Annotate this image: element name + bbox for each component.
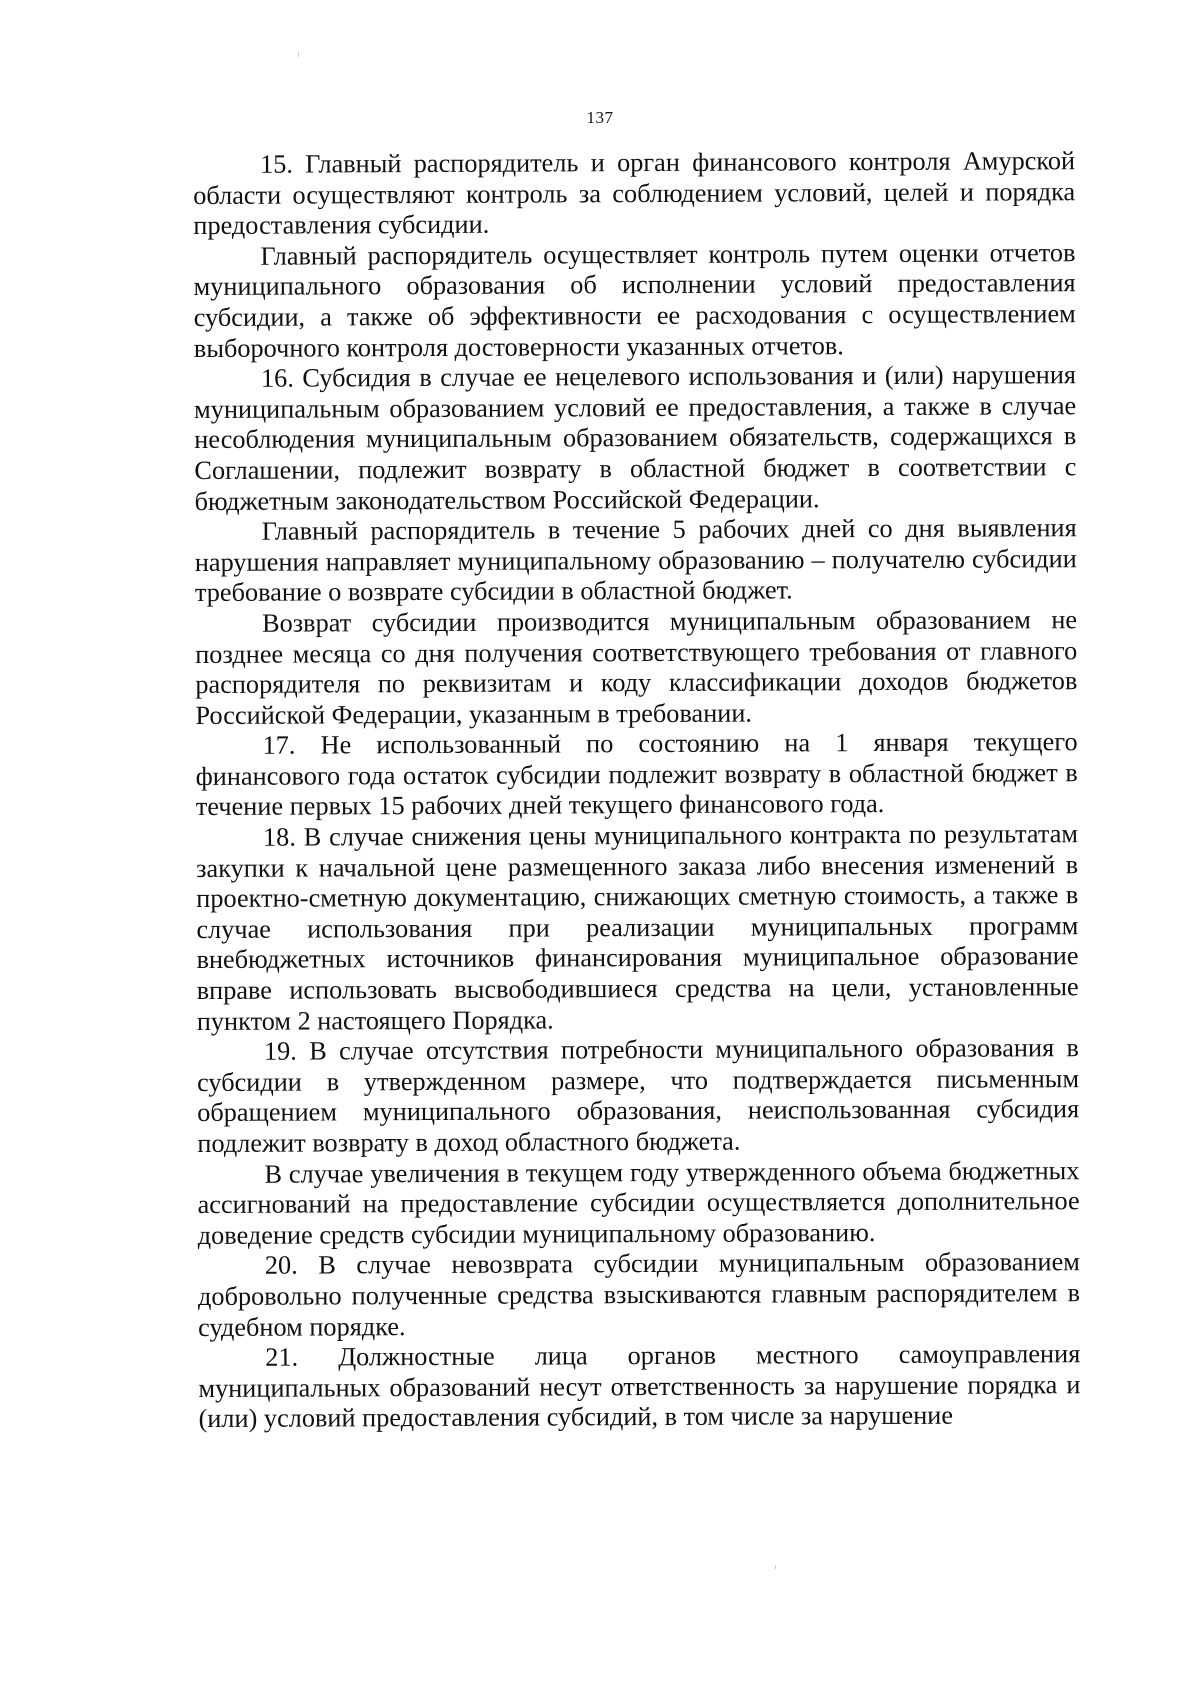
paragraph-21: 21. Должностные лица органов местного самоуправления муниципальных образований несут ответственность за нарушение порядка и (или) условий предоставления субсидий, в том числе за нарушение: [198, 1339, 1081, 1434]
paragraph-refund-demand: Главный распорядитель в течение 5 рабочих дней со дня выявления нарушения направляет муниципальному образованию – получателю субсидии требование о возврате субсидии в областной бюджет.: [194, 513, 1077, 608]
page-number: 137: [586, 108, 614, 127]
paragraph-18: 18. В случае снижения цены муниципального контракта по результатам закупки к начальной цене размещенного заказа либо внесения изменений в проектно-сметную документацию, снижающих сметную стоимость, а также в случае использования при реализации муниципальных программ внебюджетных источников финансирования муниципальное образование вправе использовать высвободившиеся средства на цели, установленные пунктом 2 настоящего Порядка.: [196, 819, 1079, 1036]
paragraph-control-method: Главный распорядитель осуществляет контроль путем оценки отчетов муниципального образования об исполнении условий предоставления субсидии, а также об эффективности ее расходования с осуществлением выборочного контроля достоверности указанных отчетов.: [193, 237, 1076, 363]
scan-speck: [775, 1565, 776, 1569]
scan-speck: [298, 52, 299, 57]
paragraph-refund-procedure: Возврат субсидии производится муниципальным образованием не позднее месяца со дня получения соответствующего требования от главного распорядителя по реквизитам и коду классификации доходов бюджетов Российской Федерации, указанным в требовании.: [195, 605, 1078, 730]
paragraph-15: 15. Главный распорядитель и орган финансового контроля Амурской области осуществляют контроль за соблюдением условий, целей и порядка предоставления субсидии.: [193, 146, 1076, 241]
paragraph-16: 16. Субсидия в случае ее нецелевого использования и (или) нарушения муниципальным образованием условий ее предоставления, а также в случае несоблюдения муниципальным образованием обязательств, содержащихся в Соглашении, подлежит возврату в областной бюджет в соответствии с бюджетным законодательством Российской Федерации.: [194, 360, 1077, 516]
paragraph-increase: В случае увеличения в текущем году утвержденного объема бюджетных ассигнований на предоставление субсидии осуществляется дополнительное доведение средств субсидии муниципальному образованию.: [197, 1155, 1080, 1250]
document-body: [193, 146, 1081, 1435]
paragraph-20: 20. В случае невозврата субсидии муниципальным образованием добровольно полученные средства взыскиваются главным распорядителем в судебном порядке.: [197, 1247, 1081, 1342]
paragraph-19: 19. В случае отсутствия потребности муниципального образования в субсидии в утвержденном размере, что подтверждается письменным обращением муниципального образования, неиспользованная субсидия подлежит возврату в доход областного бюджета.: [197, 1033, 1080, 1158]
paragraph-17: 17. Не использованный по состоянию на 1 января текущего финансового года остаток субсидии подлежит возврату в областной бюджет в течение первых 15 рабочих дней текущего финансового года.: [195, 727, 1078, 822]
